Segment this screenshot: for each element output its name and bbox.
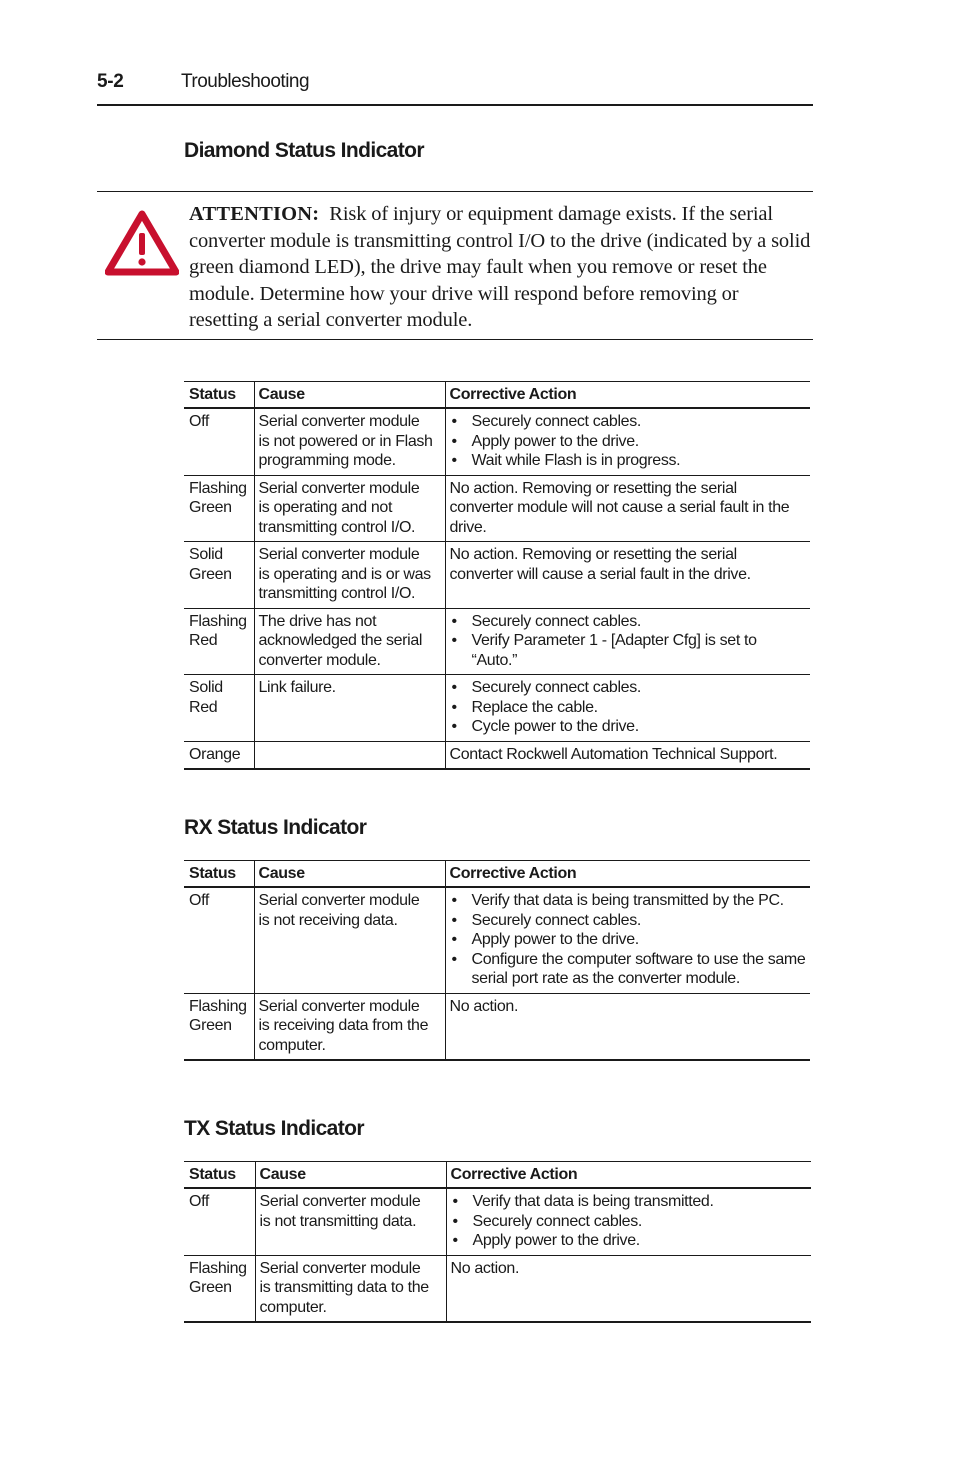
cause-text: Serial converter module bbox=[258, 479, 420, 497]
action-bullet-item: • Configure the computer software to use the same serial port rate as the converter module. bbox=[450, 950, 807, 989]
corrective-action-column-header: Corrective Action bbox=[445, 861, 810, 888]
table-row bbox=[184, 887, 810, 993]
status-text: Red bbox=[189, 698, 218, 716]
status-cell bbox=[184, 1188, 255, 1255]
status-cell bbox=[184, 608, 254, 675]
action-bullet-list bbox=[450, 891, 807, 989]
attention-body: Risk of injury or equipment damage exists. If the serial converter module is transmitting control I/O to the drive (indicated by a solid green diamond LED), the drive may fault when you remove or reset the module. Determine how your drive will respond before removing or resetting a serial converter module. bbox=[189, 203, 811, 331]
action-bullet-item: • Wait while Flash is in progress. bbox=[450, 451, 807, 471]
action-bullet-item: • Verify Parameter 1 - [Adapter Cfg] is set to “Auto.” bbox=[450, 631, 807, 670]
cause-text: transmitting control I/O. bbox=[258, 585, 416, 602]
table-row bbox=[184, 993, 810, 1060]
cause-text: transmitting control I/O. bbox=[258, 518, 416, 536]
cause-text: computer. bbox=[259, 1298, 327, 1316]
status-text: Green bbox=[189, 1279, 232, 1296]
action-bullet-item: • Apply power to the drive. bbox=[450, 930, 807, 950]
status-text: Orange bbox=[189, 745, 241, 763]
action-bullet-list bbox=[450, 412, 807, 471]
cause-text: Serial converter module bbox=[259, 1259, 421, 1277]
status-text: Solid bbox=[189, 679, 223, 696]
attention-label: ATTENTION: bbox=[189, 203, 320, 225]
status-text: Green bbox=[189, 1017, 232, 1034]
corrective-action-cell bbox=[445, 993, 810, 1060]
table-row bbox=[184, 542, 810, 609]
action-text: converter module will not cause a serial fault in the bbox=[449, 499, 790, 516]
status-text: Flashing bbox=[189, 997, 247, 1015]
action-text: No action. Removing or resetting the serial bbox=[449, 479, 737, 497]
status-text: Off bbox=[189, 1193, 209, 1210]
status-text: Flashing bbox=[189, 479, 247, 497]
cause-text: is not powered or in Flash bbox=[258, 432, 433, 450]
status-text: Flashing bbox=[189, 612, 247, 630]
status-text: Solid bbox=[189, 546, 223, 563]
action-text: converter will cause a serial fault in the drive. bbox=[449, 565, 751, 583]
action-text: No action. bbox=[450, 1259, 520, 1277]
status-text: Off bbox=[189, 413, 209, 430]
cause-cell bbox=[254, 475, 445, 542]
page-header bbox=[97, 70, 813, 106]
cause-text: The drive has not bbox=[258, 612, 377, 630]
cause-text: is transmitting data to the bbox=[259, 1279, 429, 1296]
status-cell bbox=[184, 542, 254, 609]
cause-text: Serial converter module bbox=[258, 997, 420, 1015]
corrective-action-cell bbox=[446, 1188, 811, 1255]
corrective-action-column-header: Corrective Action bbox=[445, 382, 810, 409]
action-bullet-item: • Securely connect cables. bbox=[450, 911, 807, 931]
table-row bbox=[184, 741, 810, 769]
corrective-action-column-header: Corrective Action bbox=[446, 1162, 811, 1189]
cause-text: is operating and is or was bbox=[258, 565, 431, 583]
cause-cell bbox=[255, 1188, 446, 1255]
status-cell bbox=[184, 741, 254, 769]
status-cell bbox=[184, 887, 254, 993]
action-text: No action. bbox=[449, 997, 519, 1015]
status-text: Green bbox=[189, 565, 232, 583]
action-bullet-item: • Apply power to the drive. bbox=[450, 432, 807, 452]
status-cell bbox=[184, 993, 254, 1060]
cause-text: Serial converter module bbox=[258, 892, 420, 909]
cause-text: computer. bbox=[258, 1036, 326, 1054]
page-number: 5-2 bbox=[97, 71, 124, 92]
action-bullet-item: • Replace the cable. bbox=[450, 698, 807, 718]
status-text: Red bbox=[189, 632, 218, 649]
cause-cell bbox=[254, 542, 445, 609]
status-text: Off bbox=[189, 892, 209, 909]
status-cell bbox=[184, 475, 254, 542]
cause-text: Link failure. bbox=[258, 679, 336, 696]
action-bullet-item: • Cycle power to the drive. bbox=[450, 717, 807, 737]
action-bullet-item: • Verify that data is being transmitted by the PC. bbox=[450, 891, 807, 911]
corrective-action-cell bbox=[445, 675, 810, 742]
status-cell bbox=[184, 675, 254, 742]
attention-box bbox=[97, 191, 813, 340]
diamond-section-title: Diamond Status Indicator bbox=[184, 139, 424, 162]
action-bullet-item: • Verify that data is being transmitted. bbox=[451, 1192, 808, 1212]
action-bullet-item: • Securely connect cables. bbox=[450, 412, 807, 432]
cause-cell bbox=[255, 1255, 446, 1322]
status-cell bbox=[184, 408, 254, 475]
table-row bbox=[184, 1188, 811, 1255]
cause-text: is not transmitting data. bbox=[259, 1212, 417, 1230]
action-bullet-item: • Securely connect cables. bbox=[450, 678, 807, 698]
cause-text: programming mode. bbox=[258, 452, 396, 469]
status-text: Flashing bbox=[189, 1259, 247, 1277]
cause-text: is not receiving data. bbox=[258, 911, 398, 929]
status-column-header: Status bbox=[184, 1162, 255, 1189]
cause-text: is receiving data from the bbox=[258, 1017, 429, 1034]
tx-section-title: TX Status Indicator bbox=[184, 1117, 364, 1140]
corrective-action-cell bbox=[445, 542, 810, 609]
cause-text: is operating and not bbox=[258, 499, 393, 516]
corrective-action-cell bbox=[445, 608, 810, 675]
warning-triangle-icon bbox=[105, 210, 179, 276]
status-text: Green bbox=[189, 499, 232, 516]
action-bullet-item: • Securely connect cables. bbox=[451, 1212, 808, 1232]
action-text: Contact Rockwell Automation Technical Support. bbox=[449, 745, 778, 763]
corrective-action-cell bbox=[445, 475, 810, 542]
cause-cell bbox=[254, 993, 445, 1060]
attention-text bbox=[189, 201, 811, 334]
diamond-status-table bbox=[184, 381, 810, 770]
table-row bbox=[184, 408, 810, 475]
cause-column-header: Cause bbox=[254, 382, 445, 409]
corrective-action-cell bbox=[446, 1255, 811, 1322]
cause-text: Serial converter module bbox=[258, 413, 420, 430]
table-row bbox=[184, 608, 810, 675]
cause-text: Serial converter module bbox=[258, 546, 420, 563]
chapter-title: Troubleshooting bbox=[181, 71, 310, 92]
cause-text: Serial converter module bbox=[259, 1193, 421, 1210]
cause-cell bbox=[254, 741, 445, 769]
cause-text: converter module. bbox=[258, 651, 381, 669]
rx-status-table bbox=[184, 860, 810, 1061]
action-bullet-list bbox=[450, 612, 807, 671]
cause-column-header: Cause bbox=[255, 1162, 446, 1189]
status-column-header: Status bbox=[184, 861, 254, 888]
action-bullet-list bbox=[451, 1192, 808, 1251]
table-row bbox=[184, 1255, 811, 1322]
tx-status-table bbox=[184, 1161, 811, 1323]
table-row bbox=[184, 675, 810, 742]
cause-cell bbox=[254, 887, 445, 993]
rx-section-title: RX Status Indicator bbox=[184, 816, 367, 839]
table-header-row bbox=[184, 382, 810, 409]
action-bullet-item: • Securely connect cables. bbox=[450, 612, 807, 632]
cause-text: acknowledged the serial bbox=[258, 632, 423, 649]
table-header-row bbox=[184, 861, 810, 888]
corrective-action-cell bbox=[445, 887, 810, 993]
corrective-action-cell bbox=[445, 408, 810, 475]
cause-cell bbox=[254, 608, 445, 675]
cause-cell bbox=[254, 408, 445, 475]
action-bullet-item: • Apply power to the drive. bbox=[451, 1231, 808, 1251]
status-cell bbox=[184, 1255, 255, 1322]
table-row bbox=[184, 475, 810, 542]
action-bullet-list bbox=[450, 678, 807, 737]
corrective-action-cell bbox=[445, 741, 810, 769]
action-text: drive. bbox=[449, 518, 487, 536]
cause-column-header: Cause bbox=[254, 861, 445, 888]
table-header-row bbox=[184, 1162, 811, 1189]
status-column-header: Status bbox=[184, 382, 254, 409]
cause-cell bbox=[254, 675, 445, 742]
action-text: No action. Removing or resetting the serial bbox=[449, 546, 737, 563]
